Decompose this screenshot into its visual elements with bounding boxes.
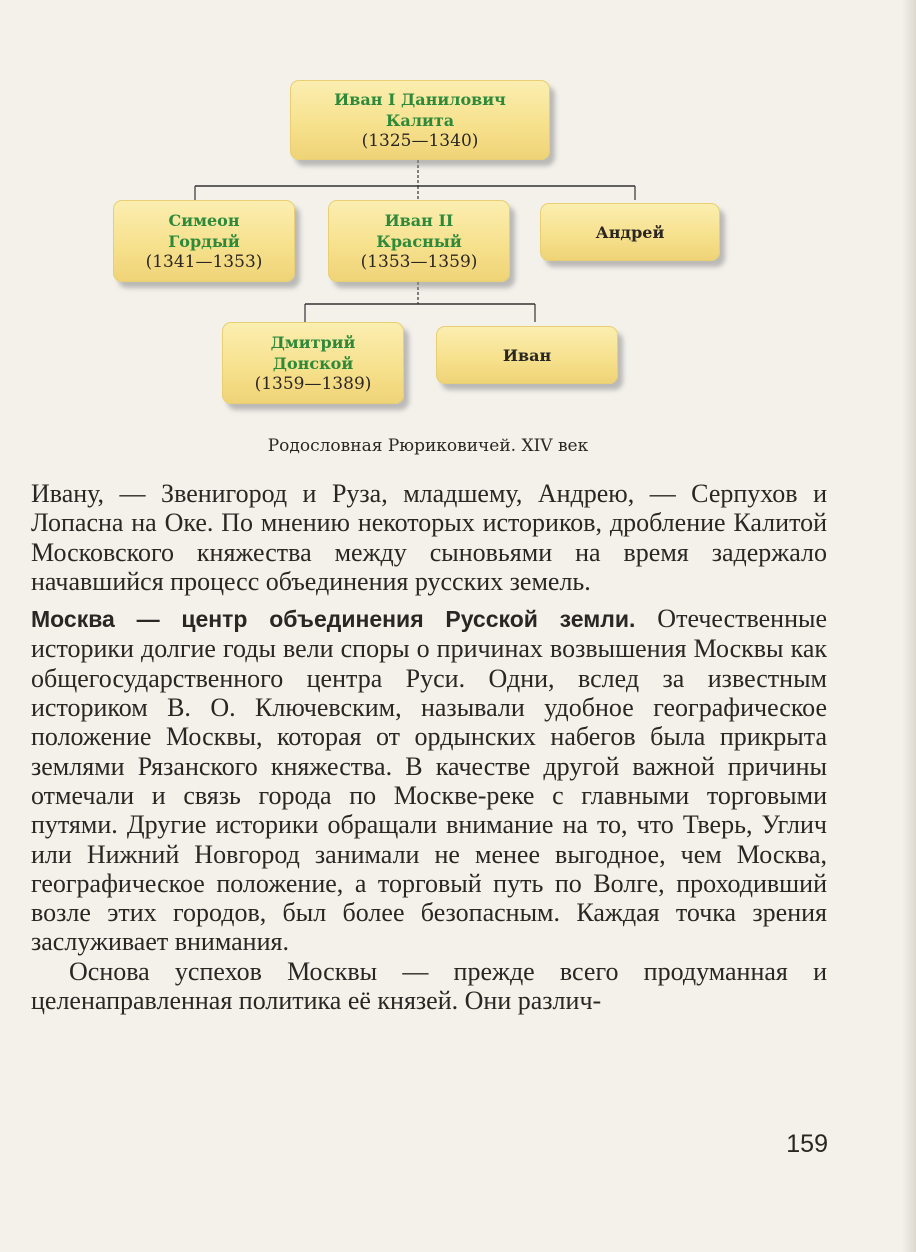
node-years: (1325—1340) xyxy=(361,130,479,151)
node-ivan1-kalita xyxy=(290,80,550,160)
node-name: Донской xyxy=(272,353,354,373)
node-name: Дмитрий xyxy=(270,332,356,352)
node-ivan xyxy=(436,326,618,384)
node-name: Иван xyxy=(502,345,552,365)
node-name: Иван I Данилович xyxy=(334,89,506,109)
node-name: Гордый xyxy=(168,231,240,251)
node-years: (1353—1359) xyxy=(360,251,478,272)
figure-caption: Родословная Рюриковичей. XIV век xyxy=(267,436,589,456)
paragraph xyxy=(31,604,827,957)
section-heading: Москва — центр объединения Русской земли. xyxy=(31,606,636,633)
paragraph-text: Отечественные историки долгие годы вели споры о причинах возвышения Москвы как общегосударственного центра Руси. Одни, вслед за известным историком В. О. Ключевским, называли удобное географическое положение Москвы, которая от ордынских набегов была прикрыта землями Рязанского княжества. В качестве другой важной причины отмечали и связь города по Москве-реке с главными торговыми путями. Другие историки обращали внимание на то, что Тверь, Углич или Нижний Новгород занимали не менее выгодное, чем Москва, географическое положение, а торговый путь по Волге, проходивший возле этих городов, был более безопасным. Каждая точка зрения заслуживает внимания. xyxy=(31,604,827,957)
node-name: Андрей xyxy=(595,222,665,242)
node-ivan2 xyxy=(328,200,510,282)
genealogy-tree xyxy=(0,0,916,470)
node-dmitry-donskoy xyxy=(222,322,404,404)
node-years: (1359—1389) xyxy=(254,373,372,394)
node-simeon xyxy=(113,200,295,282)
node-name: Иван II xyxy=(384,210,454,230)
body-text xyxy=(31,479,827,1015)
node-name: Симеон xyxy=(168,210,240,230)
node-name: Красный xyxy=(376,231,462,251)
page-number: 159 xyxy=(786,1130,828,1158)
node-years: (1341—1353) xyxy=(145,251,263,272)
paragraph: Ивану, — Звенигород и Руза, младшему, Андрею, — Серпухов и Лопасна на Оке. По мнению некоторых историков, дробление Калитой Московского княжества между сыновьями на время задержало начавшийся процесс объединения русских земель. xyxy=(31,479,827,596)
node-name: Калита xyxy=(385,110,455,130)
paragraph: Основа успехов Москвы — прежде всего продуманная и целенаправленная политика её князей. Они различ- xyxy=(31,956,827,1016)
node-andrey xyxy=(540,203,720,261)
